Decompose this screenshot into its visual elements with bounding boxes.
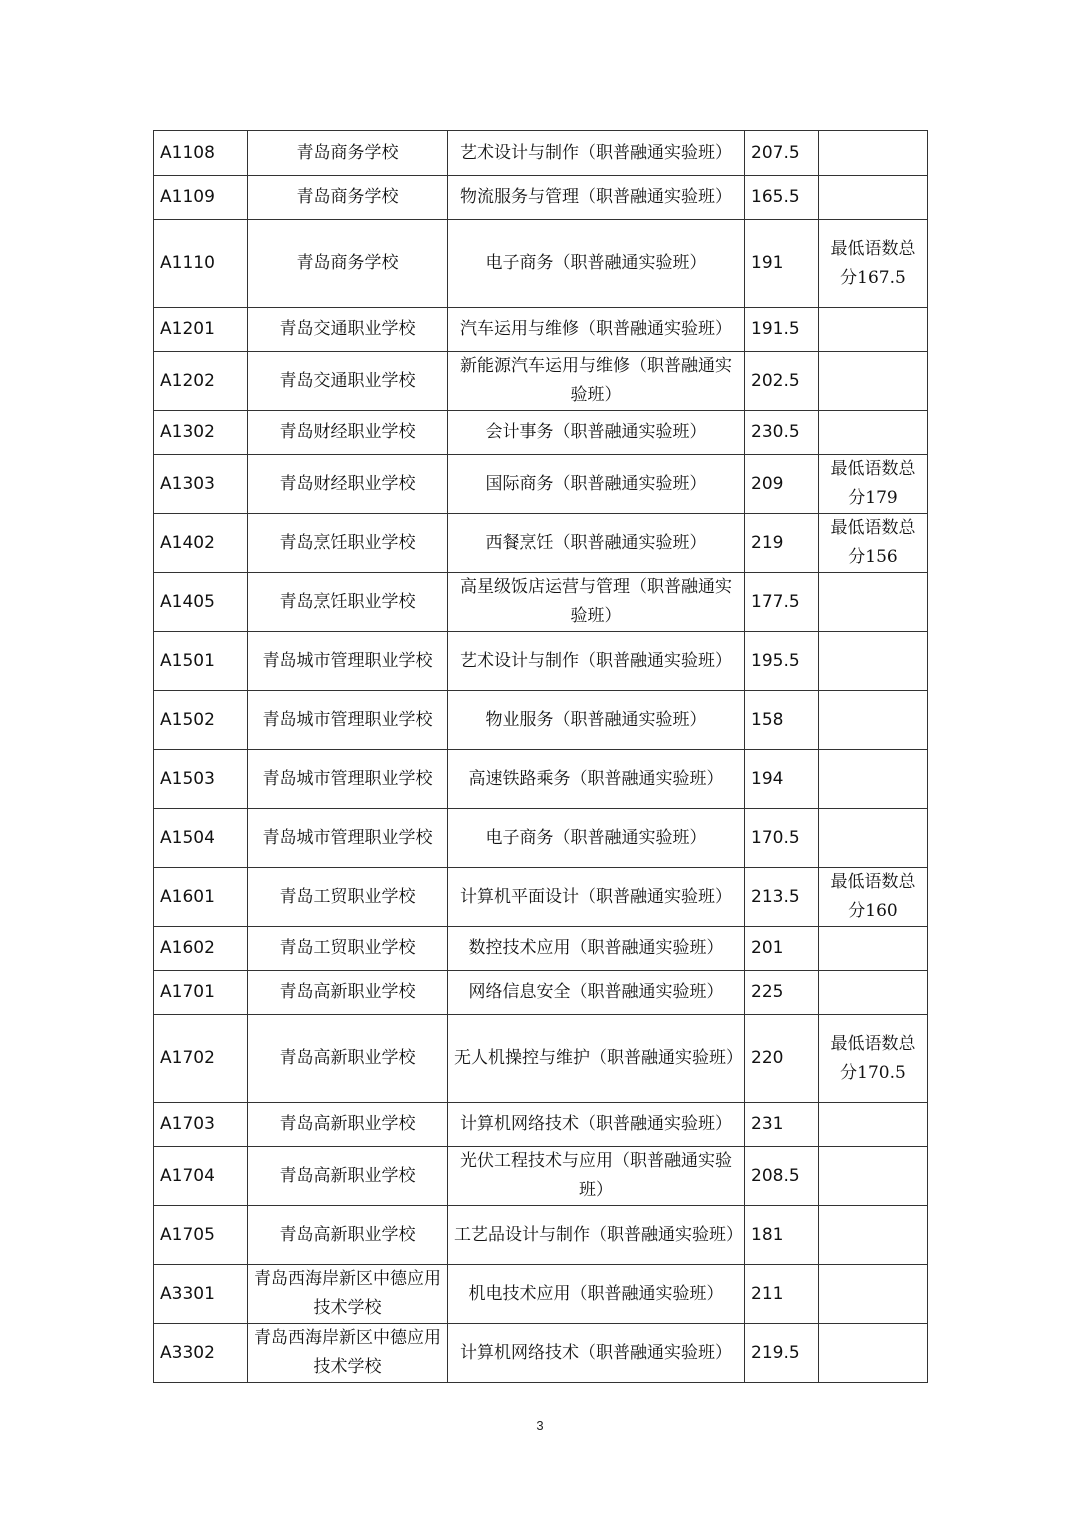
cell-school: 青岛高新职业学校 [248,1206,448,1265]
cell-school: 青岛高新职业学校 [248,971,448,1015]
cell-note [819,176,928,220]
cell-code: A1502 [154,691,248,750]
cell-school: 青岛工贸职业学校 [248,927,448,971]
cell-school: 青岛高新职业学校 [248,1103,448,1147]
cell-school: 青岛高新职业学校 [248,1015,448,1103]
cell-school: 青岛烹饪职业学校 [248,573,448,632]
cell-major: 物业服务（职普融通实验班） [448,691,745,750]
cell-note: 最低语数总分156 [819,514,928,573]
cell-major: 工艺品设计与制作（职普融通实验班） [448,1206,745,1265]
cell-note [819,411,928,455]
cell-score: 213.5 [745,868,819,927]
cell-major: 光伏工程技术与应用（职普融通实验班） [448,1147,745,1206]
cell-note: 最低语数总分160 [819,868,928,927]
table-row [154,131,928,176]
cell-score: 165.5 [745,176,819,220]
cell-note [819,1265,928,1324]
cell-note [819,1147,928,1206]
table-row [154,1103,928,1147]
table-row [154,308,928,352]
table-row [154,455,928,514]
cell-major: 计算机网络技术（职普融通实验班） [448,1324,745,1383]
table-row [154,1324,928,1383]
cell-major: 无人机操控与维护（职普融通实验班） [448,1015,745,1103]
cell-score: 209 [745,455,819,514]
cell-score: 231 [745,1103,819,1147]
cell-code: A1108 [154,131,248,176]
cell-score: 225 [745,971,819,1015]
table-row [154,220,928,308]
page-number: 3 [536,1418,544,1433]
cell-school: 青岛高新职业学校 [248,1147,448,1206]
cell-major: 计算机平面设计（职普融通实验班） [448,868,745,927]
cell-note [819,131,928,176]
cell-score: 191 [745,220,819,308]
cell-school: 青岛商务学校 [248,220,448,308]
cell-note [819,308,928,352]
table-row [154,750,928,809]
cell-score: 201 [745,927,819,971]
cell-school: 青岛城市管理职业学校 [248,809,448,868]
cell-score: 230.5 [745,411,819,455]
cell-school: 青岛交通职业学校 [248,352,448,411]
table-row [154,1265,928,1324]
cell-note [819,971,928,1015]
table-row [154,868,928,927]
cell-score: 181 [745,1206,819,1265]
cell-major: 汽车运用与维修（职普融通实验班） [448,308,745,352]
table-row [154,176,928,220]
cell-score: 219.5 [745,1324,819,1383]
table-row [154,352,928,411]
cell-code: A1601 [154,868,248,927]
cell-code: A1405 [154,573,248,632]
cell-code: A1705 [154,1206,248,1265]
cell-code: A1402 [154,514,248,573]
cell-major: 电子商务（职普融通实验班） [448,809,745,868]
cell-score: 191.5 [745,308,819,352]
table-row [154,1015,928,1103]
cell-code: A1201 [154,308,248,352]
cell-score: 207.5 [745,131,819,176]
cell-score: 208.5 [745,1147,819,1206]
cell-major: 网络信息安全（职普融通实验班） [448,971,745,1015]
cell-code: A1703 [154,1103,248,1147]
cell-note [819,927,928,971]
cell-note: 最低语数总分167.5 [819,220,928,308]
cell-score: 177.5 [745,573,819,632]
table-row [154,927,928,971]
cell-school: 青岛城市管理职业学校 [248,750,448,809]
cell-code: A3301 [154,1265,248,1324]
cell-school: 青岛商务学校 [248,131,448,176]
cell-code: A1110 [154,220,248,308]
cell-school: 青岛城市管理职业学校 [248,691,448,750]
table-body [154,131,928,1383]
cell-note [819,750,928,809]
cell-score: 195.5 [745,632,819,691]
table-row [154,632,928,691]
cell-code: A3302 [154,1324,248,1383]
cell-code: A1602 [154,927,248,971]
cell-school: 青岛西海岸新区中德应用技术学校 [248,1265,448,1324]
table-row [154,514,928,573]
cell-school: 青岛财经职业学校 [248,455,448,514]
cell-code: A1701 [154,971,248,1015]
cell-note: 最低语数总分170.5 [819,1015,928,1103]
cell-score: 170.5 [745,809,819,868]
cell-major: 新能源汽车运用与维修（职普融通实验班） [448,352,745,411]
cell-note [819,1206,928,1265]
cell-note [819,352,928,411]
cell-code: A1302 [154,411,248,455]
table-row [154,809,928,868]
cell-code: A1501 [154,632,248,691]
cell-major: 国际商务（职普融通实验班） [448,455,745,514]
cell-code: A1704 [154,1147,248,1206]
cell-major: 数控技术应用（职普融通实验班） [448,927,745,971]
cell-code: A1702 [154,1015,248,1103]
cell-note [819,632,928,691]
cell-school: 青岛西海岸新区中德应用技术学校 [248,1324,448,1383]
cell-note [819,1103,928,1147]
cell-school: 青岛烹饪职业学校 [248,514,448,573]
cell-major: 高星级饭店运营与管理（职普融通实验班） [448,573,745,632]
cell-code: A1109 [154,176,248,220]
cell-school: 青岛财经职业学校 [248,411,448,455]
cell-major: 西餐烹饪（职普融通实验班） [448,514,745,573]
cell-score: 220 [745,1015,819,1103]
cell-major: 艺术设计与制作（职普融通实验班） [448,632,745,691]
table-row [154,411,928,455]
cell-code: A1503 [154,750,248,809]
cell-school: 青岛工贸职业学校 [248,868,448,927]
cell-score: 202.5 [745,352,819,411]
cell-score: 194 [745,750,819,809]
cell-note [819,691,928,750]
table-row [154,573,928,632]
cell-note [819,809,928,868]
cell-school: 青岛城市管理职业学校 [248,632,448,691]
cell-note: 最低语数总分179 [819,455,928,514]
cell-note [819,573,928,632]
cell-major: 机电技术应用（职普融通实验班） [448,1265,745,1324]
table-row [154,1206,928,1265]
table-row [154,1147,928,1206]
cell-score: 211 [745,1265,819,1324]
cell-school: 青岛商务学校 [248,176,448,220]
cell-score: 158 [745,691,819,750]
admissions-table [153,130,928,1383]
cell-code: A1303 [154,455,248,514]
cell-major: 电子商务（职普融通实验班） [448,220,745,308]
cell-major: 高速铁路乘务（职普融通实验班） [448,750,745,809]
cell-school: 青岛交通职业学校 [248,308,448,352]
table-row [154,691,928,750]
cell-score: 219 [745,514,819,573]
cell-major: 计算机网络技术（职普融通实验班） [448,1103,745,1147]
table-row [154,971,928,1015]
cell-note [819,1324,928,1383]
cell-code: A1202 [154,352,248,411]
cell-major: 会计事务（职普融通实验班） [448,411,745,455]
cell-code: A1504 [154,809,248,868]
cell-major: 艺术设计与制作（职普融通实验班） [448,131,745,176]
cell-major: 物流服务与管理（职普融通实验班） [448,176,745,220]
